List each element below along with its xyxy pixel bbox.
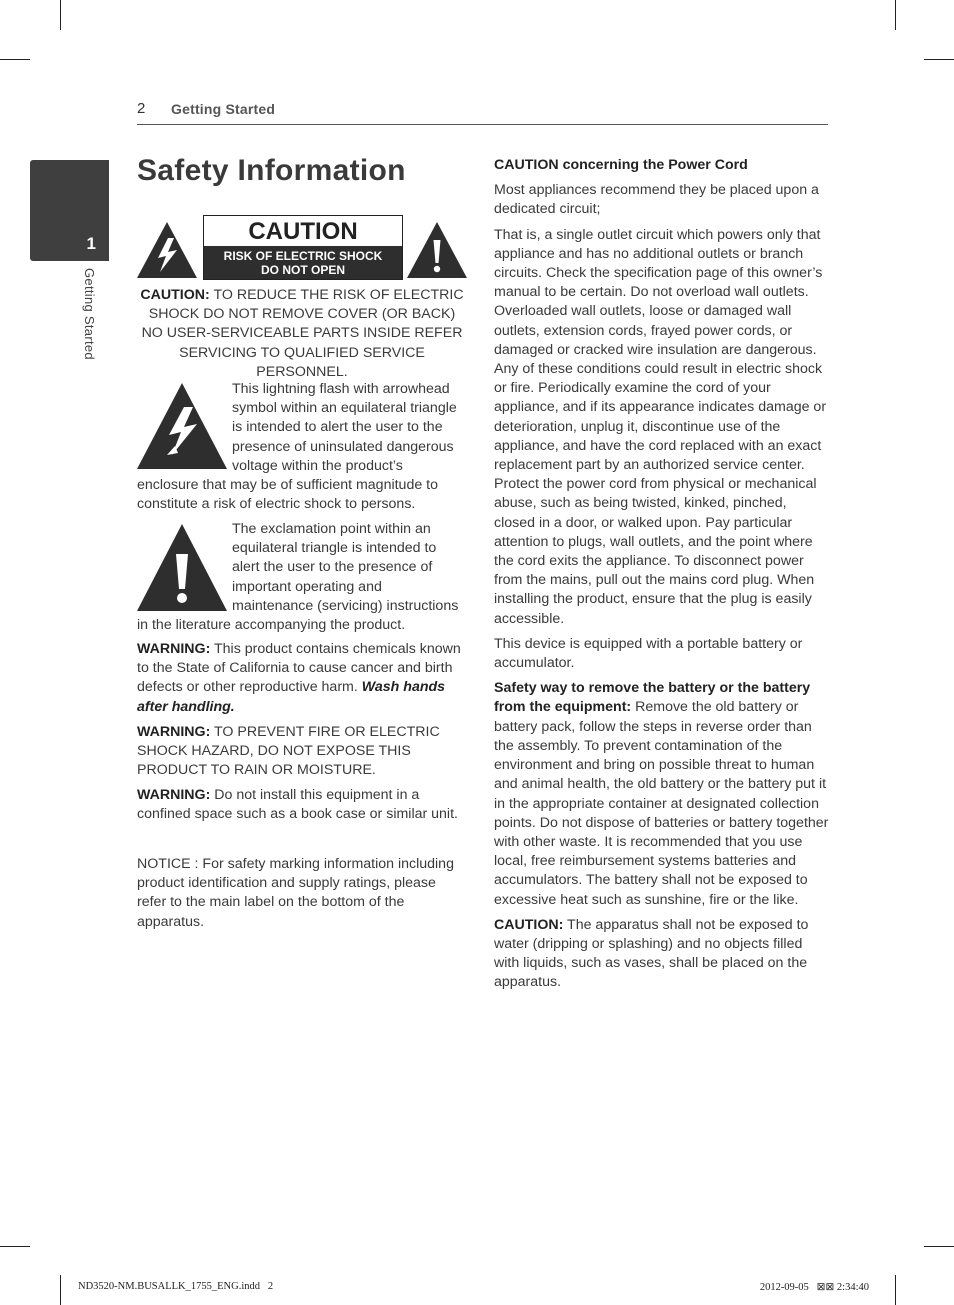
- water-caution-paragraph: [494, 916, 830, 993]
- lightning-explanation-1: This lightning flash with arrowhead symbol within an equilateral triangle is intended to alert the user to the presence of uninsulated dangerous voltage within the product’s: [232, 381, 457, 474]
- caution-label-box: [203, 215, 403, 280]
- page-title: Safety Information: [137, 154, 406, 187]
- warning-emphasis: Wash hands after handling.: [137, 679, 446, 715]
- battery-removal-text: Remove the old battery or battery pack, follow the steps in reverse order than the assembly. To prevent contamination of the environment and bring on possible threat to human and animal health, the old battery or the battery put it in the appropriate container at designated collection points. Do not dispose of batteries or battery together with other waste. It is recommended that you use local, free reimbursement systems batteries and accumulators. The battery shall not be exposed to excessive heat such as sunshine, fire or the like.: [494, 699, 829, 908]
- caution-text: TO REDUCE THE RISK OF ELECTRIC SHOCK DO NOT REMOVE COVER (OR BACK) NO USER-SERVICEABLE PARTS INSIDE REFER SERVICING TO QUALIFIED SERVICE PERSONNEL.: [141, 287, 464, 380]
- warning-lead: WARNING:: [137, 787, 211, 803]
- warning-lead: WARNING:: [137, 724, 211, 740]
- warning-chemicals: [137, 640, 467, 717]
- battery-note: This device is equipped with a portable battery or accumulator.: [494, 635, 803, 672]
- lightning-triangle-icon: [137, 222, 197, 283]
- warning-fire: [137, 723, 467, 781]
- footer-file-slug: ND3520-NM.BUSALLK_1755_ENG.indd 2: [78, 1281, 274, 1292]
- caution-lead: CAUTION:: [140, 287, 210, 303]
- warning-text: Do not install this equipment in a confined space such as a book case or similar unit.: [137, 787, 458, 823]
- footer-datetime: 2012-09-05 ⊠⊠ 2:34:40: [759, 1282, 869, 1293]
- crop-mark: [924, 59, 954, 60]
- caution-label-line1: RISK OF ELECTRIC SHOCK: [223, 249, 383, 263]
- chapter-number: 1: [86, 234, 96, 253]
- warning-lead: WARNING:: [137, 641, 211, 657]
- crop-mark: [0, 59, 30, 60]
- crop-mark: [895, 1275, 896, 1305]
- warning-text: This product contains chemicals known to the State of California to cause cancer and birth defects or other reproductive harm.: [137, 641, 461, 696]
- power-cord-heading: CAUTION concerning the Power Cord: [494, 157, 748, 173]
- crop-mark: [0, 1246, 30, 1247]
- chapter-tab: [30, 160, 109, 261]
- water-caution-lead: CAUTION:: [494, 916, 564, 933]
- warning-text: TO PREVENT FIRE OR ELECTRIC SHOCK HAZARD, DO NOT EXPOSE THIS PRODUCT TO RAIN OR MOISTURE.: [137, 724, 440, 779]
- lightning-symbol-icon: [137, 383, 227, 469]
- exclamation-explanation-2: in the literature accompanying the product.: [137, 617, 406, 633]
- warning-installation: [137, 786, 467, 824]
- battery-removal-lead: Safety way to remove the battery or the battery from the equipment:: [494, 680, 811, 716]
- exclamation-explanation-1: The exclamation point within an equilateral triangle is intended to alert the user to the presence of important operating and maintenance (servicing) instructions: [232, 521, 459, 614]
- notice-paragraph: NOTICE : For safety marking information including product identification and supply ratings, please refer to the main label on the bottom of the apparatus.: [137, 856, 454, 930]
- running-header: [137, 100, 828, 125]
- battery-removal-paragraph: [494, 679, 830, 909]
- lightning-explanation-2: enclosure that may be of sufficient magnitude to constitute a risk of electric shock to persons.: [137, 477, 439, 513]
- crop-mark: [895, 0, 896, 30]
- caution-label-band: [204, 246, 402, 279]
- section-name: Getting Started: [171, 101, 276, 117]
- power-cord-paragraph-2: That is, a single outlet circuit which powers only that appliance and has no additional outlets or branch circuits. Check the specification page of this owner’s manual to be certain. Do not overload wall outlets. Overloaded wall outlets, loose or damaged wall outlets, extension cords, frayed power cords, or damaged or cracked wire insulation are dangerous. Any of these conditions could result in electric shock or fire. Periodically examine the cord of your appliance, and if its appearance indicates damage or deterioration, unplug it, discontinue use of the appliance, and have the cord replaced with an exact replacement part by an authorized service center. Protect the power cord from physical or mechanical abuse, such as being twisted, kinked, pinched, closed in a door, or walked upon. Pay particular attention to plugs, wall outlets, and the point where the cord exits the appliance. To disconnect power from the mains, pull out the mains cord plug. When installing the product, ensure that the plug is easily accessible.: [494, 226, 827, 627]
- crop-mark: [60, 0, 61, 30]
- caution-paragraph: [137, 286, 467, 382]
- crop-mark: [60, 1275, 61, 1305]
- exclamation-symbol-icon: [137, 524, 227, 611]
- power-cord-paragraph-1: Most appliances recommend they be placed upon a dedicated circuit;: [494, 182, 819, 218]
- page-number: 2: [137, 100, 146, 117]
- right-column: [494, 156, 830, 993]
- exclamation-triangle-icon: [407, 222, 467, 283]
- water-caution-text: The apparatus shall not be exposed to water (dripping or splashing) and no objects filled with liquids, such as vases, shall be placed on the apparatus.: [494, 916, 809, 991]
- chapter-label: Getting Started: [82, 268, 97, 360]
- caution-label-line2: DO NOT OPEN: [260, 263, 345, 277]
- caution-label-title: CAUTION: [248, 218, 358, 245]
- crop-mark: [924, 1246, 954, 1247]
- caution-label-graphic: [137, 215, 467, 280]
